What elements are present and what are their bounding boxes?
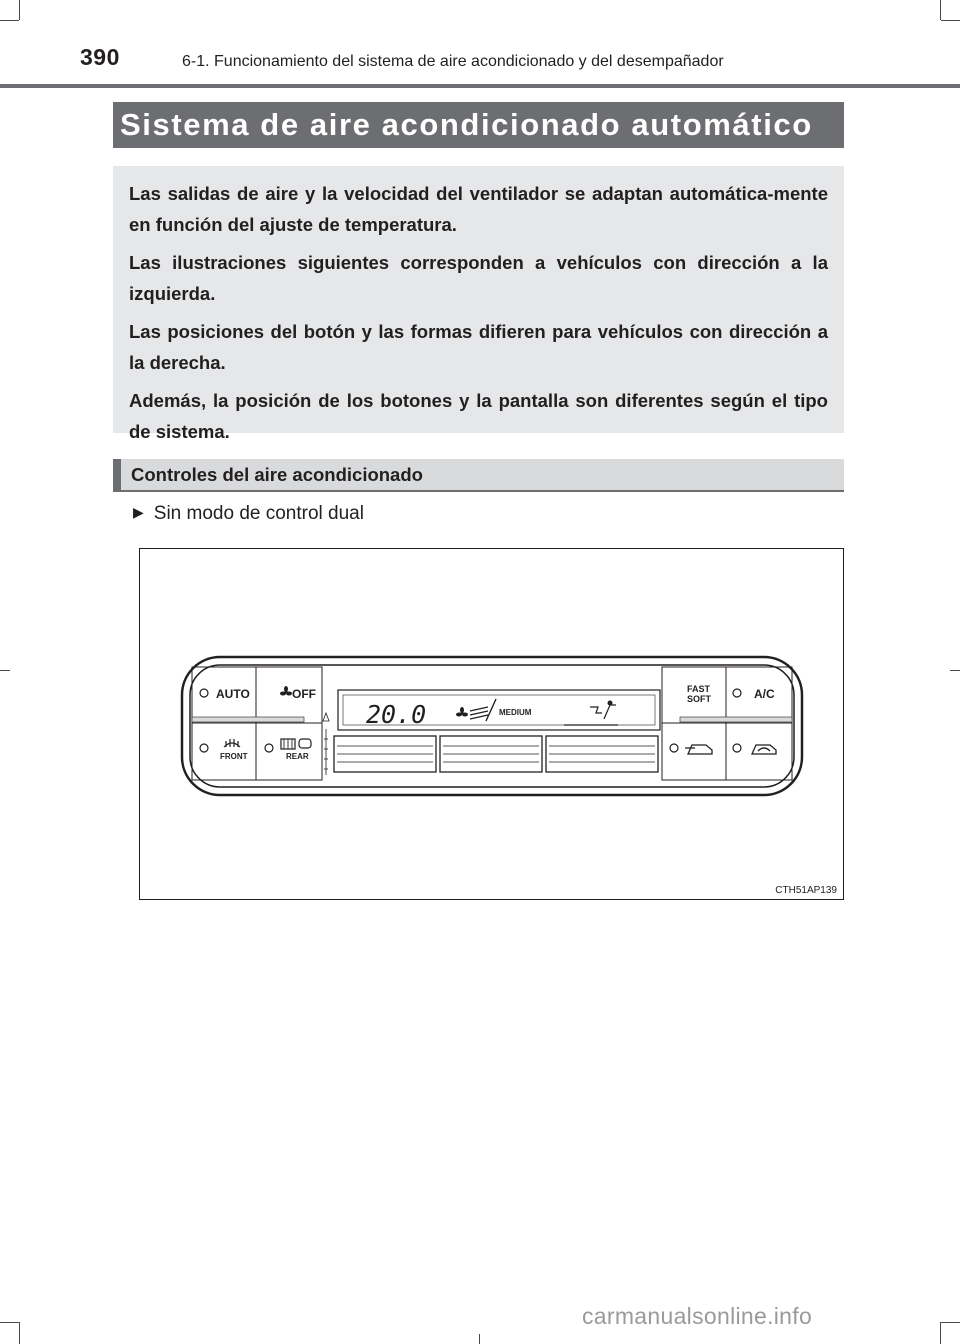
intro-paragraph: Las posiciones del botón y las formas difieren para vehículos con dirección a la derecha.: [129, 321, 828, 373]
crop-mark: [941, 20, 960, 21]
section-title: Sistema de aire acondicionado automático: [113, 102, 844, 148]
figure-code: CTH51AP139: [775, 885, 837, 896]
climate-panel-illustration: [140, 549, 845, 901]
intro-paragraph: Las ilustraciones siguientes corresponden a vehículos con dirección a la izquierda.: [129, 252, 828, 304]
intro-box: [113, 166, 844, 442]
watermark: carmanualsonline.info: [582, 1303, 813, 1329]
fast-soft-button[interactable]: [687, 684, 712, 704]
subsection-title: Controles del aire acondicionado: [131, 464, 423, 485]
climate-panel-figure: [139, 548, 844, 900]
vent-grille: [334, 736, 658, 772]
subsection-heading: [113, 459, 844, 492]
lcd-display: [338, 690, 660, 730]
running-header: 6-1. Funcionamiento del sistema de aire acondicionado y del desempañador: [182, 53, 724, 70]
intro-paragraph: Las salidas de aire y la velocidad del ventilador se adaptan automática-mente en función del ajuste de temperatura.: [129, 183, 828, 235]
rear-label: REAR: [286, 752, 309, 761]
crop-mark: [941, 1322, 960, 1323]
display-fan-speed: MEDIUM: [499, 708, 532, 717]
fast-label: FAST: [687, 684, 711, 694]
crop-mark: [0, 670, 10, 671]
intro-paragraph: Además, la posición de los botones y la pantalla son diferentes según el tipo de sistema.: [129, 390, 828, 442]
crop-mark: [940, 0, 941, 20]
crop-mark: [0, 1322, 19, 1323]
soft-label: SOFT: [687, 694, 711, 704]
crop-mark: [950, 670, 960, 671]
ac-label: A/C: [754, 687, 775, 701]
crop-mark: [0, 20, 19, 21]
crop-mark: [479, 1334, 480, 1344]
triangle-bullet-icon: ▶: [133, 504, 144, 520]
header-rule: [0, 84, 960, 88]
crop-mark: [940, 1322, 941, 1344]
auto-label: AUTO: [216, 687, 250, 701]
crop-mark: [19, 0, 20, 20]
off-label: OFF: [292, 687, 316, 701]
display-temperature: 20.0: [366, 700, 427, 729]
page-number: 390: [80, 44, 120, 70]
crop-mark: [19, 1322, 20, 1344]
bullet-text: Sin modo de control dual: [153, 503, 364, 524]
front-label: FRONT: [220, 752, 248, 761]
bullet-item: [133, 503, 364, 525]
